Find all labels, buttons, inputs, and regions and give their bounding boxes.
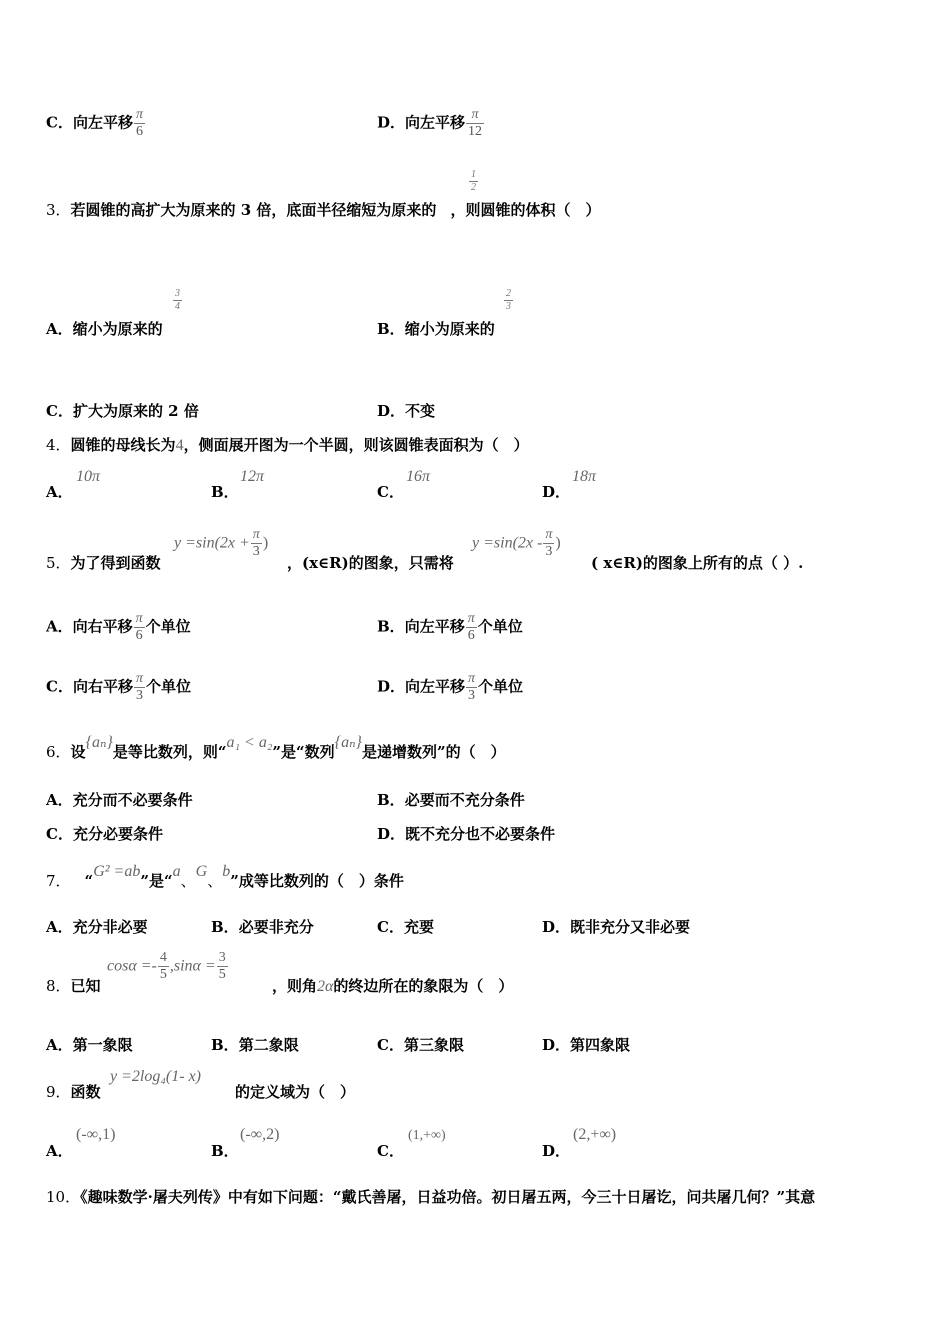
q4-d-math: 18π — [572, 468, 597, 485]
q8-option-d: D．第四象限 — [542, 1036, 631, 1054]
q8-cos-fraction: $\frac{4}{5}$ — [159, 950, 167, 982]
q5-stem-start: 5．为了得到函数 — [46, 554, 161, 572]
q9-stem-start: 9．函数 — [46, 1083, 101, 1101]
q7-option-c: C．充要 — [377, 918, 434, 936]
q5-condition-1: ，(x∈R)的图象，只需将 — [287, 554, 454, 572]
q6-stem: 6．设{aₙ}是等比数列，则“a₁ < a₂”是“数列{aₙ}是递增数列”的（ ） — [46, 734, 506, 761]
q5-b-fraction: $\frac{\pi}{6}$ — [467, 611, 475, 643]
q3-a-fraction: $\frac{3}{4}$ — [175, 288, 180, 312]
q3-option-a: A．缩小为原来的 — [46, 320, 163, 338]
q3-b-fraction: $\frac{2}{3}$ — [506, 288, 511, 312]
q2-d-fraction: $\frac{\pi}{12}$ — [468, 107, 483, 139]
q9-option-c: C． — [377, 1142, 404, 1160]
q3-half-fraction: $\frac{1}{2}$ — [471, 169, 476, 193]
q3-option-b: B．缩小为原来的 — [377, 320, 495, 338]
q8-option-a: A．第一象限 — [46, 1036, 133, 1054]
q7-option-d: D．既非充分又非必要 — [542, 918, 691, 936]
q8-stem-end: ，则角2α的终边所在的象限为（ ） — [272, 977, 514, 995]
q7-option-a: A．充分非必要 — [46, 918, 148, 936]
q5-option-b: B．向左平移 $\frac{\pi}{6}$ 个单位 — [377, 611, 523, 643]
q4-option-b: B． — [211, 483, 239, 501]
q9-stem-end: 的定义域为（ ） — [235, 1083, 356, 1101]
q9-b-math: (-∞,2) — [240, 1126, 280, 1143]
q9-option-a: A． — [46, 1142, 73, 1160]
q4-a-math: 10π — [76, 468, 101, 485]
q3-option-c: C．扩大为原来的 2 倍 — [46, 402, 199, 420]
q3-option-d: D．不变 — [377, 402, 436, 420]
q6-option-b: B．必要而不充分条件 — [377, 791, 525, 809]
q8-option-b: B．第二象限 — [211, 1036, 299, 1054]
q5-a-fraction: $\frac{\pi}{6}$ — [135, 611, 143, 643]
q4-option-d: D． — [542, 483, 571, 501]
q5-option-a: A．向右平移 $\frac{\pi}{6}$ 个单位 — [46, 611, 191, 643]
q7-option-b: B．必要非充分 — [211, 918, 314, 936]
q7-stem: 7． “G² =ab”是“a、G、b”成等比数列的（ ）条件 — [46, 863, 404, 890]
q5-option-c: C．向右平移 $\frac{\pi}{3}$ 个单位 — [46, 671, 191, 703]
q4-option-a: A． — [46, 483, 73, 501]
q3-stem: 3．若圆锥的高扩大为原来的 3 倍，底面半径缩短为原来的 ，则圆锥的体积（ ） — [46, 201, 601, 219]
q2-option-d: D．向左平移 $\frac{\pi}{12}$ — [377, 107, 483, 139]
q5-f1-fraction: $\frac{\pi}{3}$ — [252, 527, 260, 559]
q2-c-fraction: $\frac{\pi}{6}$ — [135, 107, 143, 139]
q10-stem: 10．《趣味数学·屠夫列传》中有如下问题：“戴氏善屠，日益功倍。初日屠五两，今三十日屠讫，问共屠几何？”其意 — [46, 1188, 816, 1206]
q5-f2-fraction: $\frac{\pi}{3}$ — [545, 527, 553, 559]
q9-d-math: (2,+∞) — [573, 1126, 617, 1143]
q5-option-d: D．向左平移 $\frac{\pi}{3}$ 个单位 — [377, 671, 524, 703]
q5-function-2: y =sin(2x - $\frac{\pi}{3}$ ) — [472, 527, 561, 559]
q9-function: y =2log₄(1- x) — [110, 1068, 201, 1085]
q9-option-d: D． — [542, 1142, 571, 1160]
q8-stem-start: 8．已知 — [46, 977, 101, 995]
q4-stem: 4．圆锥的母线长为4，侧面展开图为一个半圆，则该圆锥表面积为（ ） — [46, 436, 529, 454]
q5-condition-2: ( x∈R)的图象上所有的点（ ）. — [591, 554, 804, 572]
q6-option-c: C．充分必要条件 — [46, 825, 163, 843]
q4-c-math: 16π — [406, 468, 431, 485]
q9-c-math: (1,+∞) — [408, 1128, 446, 1143]
q6-option-a: A．充分而不必要条件 — [46, 791, 193, 809]
q4-b-math: 12π — [240, 468, 265, 485]
q9-option-b: B． — [211, 1142, 239, 1160]
q5-c-fraction: $\frac{\pi}{3}$ — [135, 671, 143, 703]
q8-option-c: C．第三象限 — [377, 1036, 464, 1054]
q8-trig-values: cosα =- $\frac{4}{5}$ ,sinα = $\frac{3}{5}$ — [107, 950, 226, 982]
q2-option-c: C．向左平移 $\frac{\pi}{6}$ — [46, 107, 143, 139]
q8-sin-fraction: $\frac{3}{5}$ — [218, 950, 226, 982]
q5-function-1: y =sin(2x + $\frac{\pi}{3}$ ) — [174, 527, 269, 559]
q4-option-c: C． — [377, 483, 404, 501]
q6-option-d: D．既不充分也不必要条件 — [377, 825, 556, 843]
q9-a-math: (-∞,1) — [76, 1126, 116, 1143]
q5-d-fraction: $\frac{\pi}{3}$ — [468, 671, 476, 703]
